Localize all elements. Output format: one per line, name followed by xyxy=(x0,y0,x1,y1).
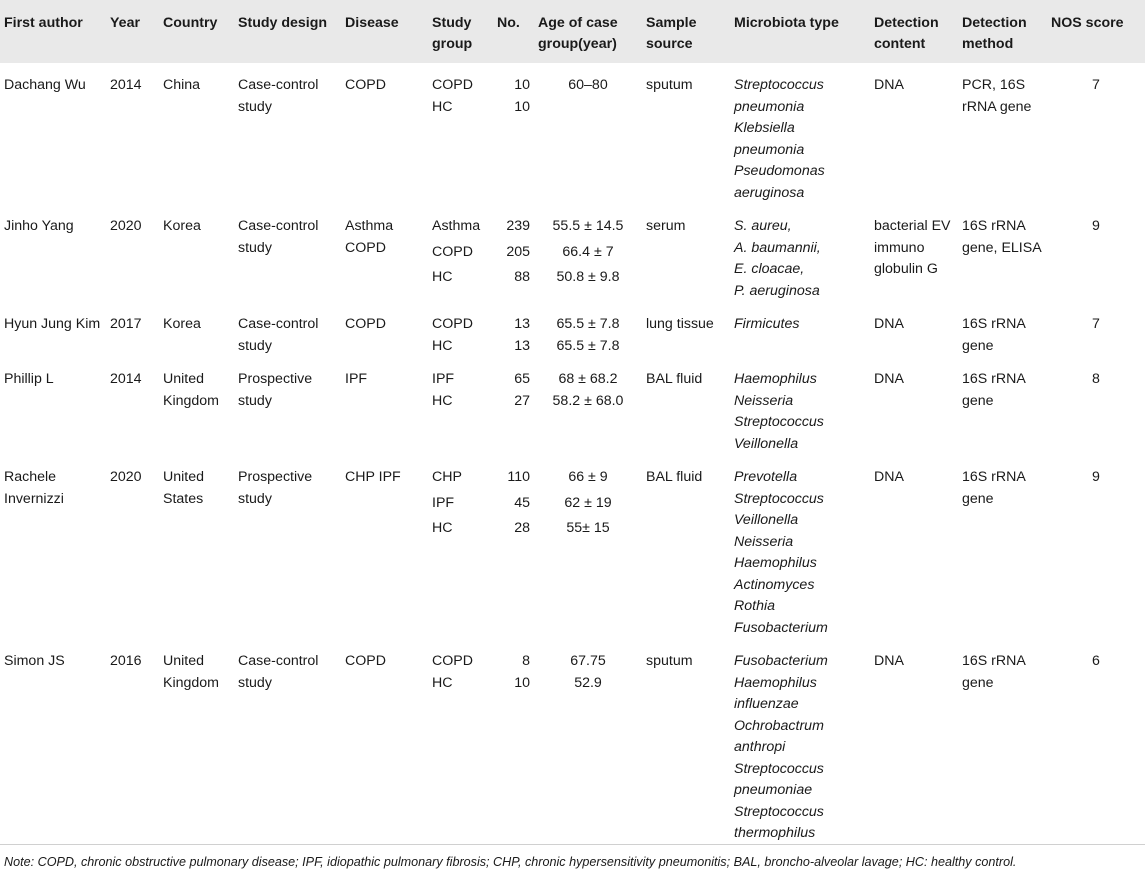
cell-author: Hyun Jung Kim xyxy=(4,316,101,332)
cell-method: 16S rRNA gene xyxy=(962,469,1026,507)
cell-method: 16S rRNA gene xyxy=(962,316,1026,354)
cell-microbiota xyxy=(730,455,870,639)
cell-microbiota-line: thermophilus xyxy=(734,825,816,841)
cell-sample: sputum xyxy=(646,653,693,669)
cell-age-line: 66 ± 9 xyxy=(568,469,608,485)
cell-microbiota-line: P. aeruginosa xyxy=(734,282,820,299)
cell-design: Prospective study xyxy=(238,469,313,507)
cell-microbiota-line: Prevotella xyxy=(734,469,798,485)
cell-microbiota-line: Haemophilus xyxy=(734,674,817,691)
cell-age xyxy=(534,302,642,357)
cell-country: United Kingdom xyxy=(163,371,219,409)
cell-country: United Kingdom xyxy=(163,653,219,691)
table-row xyxy=(0,63,1145,204)
cell-microbiota-line: Ochrobactrum xyxy=(734,717,824,734)
cell-no-line: 10 xyxy=(514,98,530,115)
cell-no-line: 45 xyxy=(514,494,530,511)
header-age: Age of case group(year) xyxy=(534,0,642,63)
cell-group-line: COPD xyxy=(432,243,473,260)
cell-disease: IPF xyxy=(345,371,368,387)
cell-group-line: IPF xyxy=(432,494,455,511)
cell-microbiota-line: E. cloacae, xyxy=(734,261,805,277)
cell-group-line: HC xyxy=(432,269,453,285)
cell-method: 16S rRNA gene, ELISA xyxy=(962,218,1042,256)
header-microbiota: Microbiota type xyxy=(730,0,870,63)
cell-no-line: 65 xyxy=(514,371,530,387)
cell-group xyxy=(428,63,493,204)
cell-no-line: 10 xyxy=(514,77,530,93)
cell-design: Prospective study xyxy=(238,371,313,409)
header-no: No. xyxy=(493,0,534,63)
cell-nos: 6 xyxy=(1092,653,1100,669)
cell-age xyxy=(534,63,642,204)
table-bottom-rule xyxy=(0,844,1145,845)
cell-group xyxy=(428,204,493,302)
cell-no xyxy=(493,455,534,639)
cell-country: Korea xyxy=(163,218,201,234)
table-row xyxy=(0,639,1145,847)
cell-sample: sputum xyxy=(646,77,693,93)
cell-microbiota-line: Rothia xyxy=(734,598,776,614)
cell-year: 2020 xyxy=(110,218,142,234)
header-nos: NOS score xyxy=(1047,0,1145,63)
cell-age xyxy=(534,357,642,455)
cell-group-line: COPD xyxy=(432,653,473,669)
cell-year: 2014 xyxy=(110,77,142,93)
header-study-design: Study design xyxy=(234,0,341,63)
cell-sample: lung tissue xyxy=(646,316,714,332)
cell-microbiota-line: Haemophilus xyxy=(734,555,817,571)
cell-no-line: 27 xyxy=(514,392,530,409)
cell-group-line: COPD xyxy=(432,316,473,332)
cell-nos: 9 xyxy=(1092,218,1100,234)
cell-no-line: 28 xyxy=(514,520,530,536)
cell-age xyxy=(534,455,642,639)
cell-microbiota-line: Streptococcus xyxy=(734,490,824,507)
cell-microbiota-line: A. baumannii, xyxy=(734,239,821,256)
header-disease: Disease xyxy=(341,0,428,63)
cell-microbiota-line: Firmicutes xyxy=(734,316,800,332)
cell-microbiota xyxy=(730,639,870,847)
cell-group-line: COPD xyxy=(432,77,473,93)
cell-age-line: 55.5 ± 14.5 xyxy=(552,218,624,234)
cell-sample: BAL fluid xyxy=(646,469,703,485)
cell-author: Rachele Invernizzi xyxy=(4,469,64,507)
cell-sample: serum xyxy=(646,218,686,234)
cell-no-line: 110 xyxy=(507,469,530,485)
cell-microbiota-line: Streptococcus xyxy=(734,414,824,430)
cell-method: 16S rRNA gene xyxy=(962,371,1026,409)
cell-microbiota xyxy=(730,302,870,357)
cell-disease: CHP IPF xyxy=(345,469,401,485)
cell-content: bacterial EV immuno globulin G xyxy=(874,218,951,277)
header-first-author: First author xyxy=(0,0,106,63)
cell-group-line: HC xyxy=(432,392,453,409)
cell-disease: COPD xyxy=(345,653,386,669)
cell-microbiota-line: Fusobacterium xyxy=(734,619,828,636)
cell-disease: Asthma COPD xyxy=(345,218,394,256)
cell-nos: 7 xyxy=(1092,77,1100,93)
cell-age-line: 67.75 xyxy=(570,653,606,669)
header-country: Country xyxy=(159,0,234,63)
cell-content: DNA xyxy=(874,316,904,332)
cell-group xyxy=(428,302,493,357)
cell-microbiota-line: anthropi xyxy=(734,739,786,755)
cell-group-line: IPF xyxy=(432,371,455,387)
cell-method: PCR, 16S rRNA gene xyxy=(962,77,1032,115)
cell-age-line: 68 ± 68.2 xyxy=(558,371,618,387)
cell-design: Case-control study xyxy=(238,77,319,115)
cell-group-line: HC xyxy=(432,337,453,354)
table-note: Note: COPD, chronic obstructive pulmonary disease; IPF, idiopathic pulmonary fibrosis; CHP, chronic hypersensitivity pneumonitis; BAL, broncho-alveolar lavage; HC: healthy control. xyxy=(4,855,1017,869)
cell-microbiota-line: pneumoniae xyxy=(734,782,813,798)
cell-age xyxy=(534,204,642,302)
cell-author: Jinho Yang xyxy=(4,218,74,234)
cell-age xyxy=(534,639,642,847)
cell-no xyxy=(493,357,534,455)
cell-group-line: HC xyxy=(432,520,453,536)
header-detection-content: Detection content xyxy=(870,0,958,63)
cell-no-line: 205 xyxy=(506,243,530,260)
cell-author: Simon JS xyxy=(4,653,65,669)
cell-no xyxy=(493,639,534,847)
cell-group-line: HC xyxy=(432,674,453,691)
header-sample-source: Sample source xyxy=(642,0,730,63)
cell-microbiota-line: Neisseria xyxy=(734,392,794,409)
cell-year: 2014 xyxy=(110,371,142,387)
cell-age-line: 60–80 xyxy=(568,77,608,93)
cell-content: DNA xyxy=(874,371,904,387)
cell-no-line: 88 xyxy=(514,269,530,285)
table-row xyxy=(0,302,1145,357)
cell-age-line: 52.9 xyxy=(574,674,602,691)
table-row xyxy=(0,455,1145,639)
cell-design: Case-control study xyxy=(238,653,319,691)
cell-microbiota-line: Haemophilus xyxy=(734,371,817,387)
cell-disease: COPD xyxy=(345,77,386,93)
cell-content: DNA xyxy=(874,653,904,669)
cell-author: Dachang Wu xyxy=(4,77,86,93)
cell-microbiota xyxy=(730,204,870,302)
header-study-group: Study group xyxy=(428,0,493,63)
cell-content: DNA xyxy=(874,469,904,485)
cell-group-line: HC xyxy=(432,98,453,115)
cell-microbiota-line: S. aureu, xyxy=(734,218,792,234)
table-row xyxy=(0,357,1145,455)
cell-age-line: 66.4 ± 7 xyxy=(562,243,614,260)
cell-age-line: 65.5 ± 7.8 xyxy=(556,316,620,332)
cell-age-line: 50.8 ± 9.8 xyxy=(556,269,620,285)
cell-no-line: 13 xyxy=(514,316,530,332)
cell-no-line: 239 xyxy=(506,218,530,234)
cell-country: United States xyxy=(163,469,205,507)
cell-country: China xyxy=(163,77,201,93)
cell-design: Case-control study xyxy=(238,316,319,354)
cell-disease: COPD xyxy=(345,316,386,332)
cell-microbiota-line: Streptococcus xyxy=(734,803,824,820)
cell-year: 2016 xyxy=(110,653,142,669)
cell-microbiota-line: Veillonella xyxy=(734,512,799,528)
cell-no-line: 10 xyxy=(514,674,530,691)
cell-microbiota xyxy=(730,63,870,204)
cell-method: 16S rRNA gene xyxy=(962,653,1026,691)
cell-nos: 7 xyxy=(1092,316,1100,332)
cell-nos: 8 xyxy=(1092,371,1100,387)
cell-group xyxy=(428,639,493,847)
cell-year: 2017 xyxy=(110,316,142,332)
table-header xyxy=(0,0,1145,63)
cell-sample: BAL fluid xyxy=(646,371,703,387)
cell-year: 2020 xyxy=(110,469,142,485)
cell-microbiota xyxy=(730,357,870,455)
cell-no-line: 8 xyxy=(522,653,530,669)
cell-microbiota-line: Streptococcus xyxy=(734,77,824,93)
cell-microbiota-line: pneumonia xyxy=(734,141,805,158)
cell-content: DNA xyxy=(874,77,904,93)
cell-age-line: 55± 15 xyxy=(566,520,610,536)
cell-no xyxy=(493,63,534,204)
cell-microbiota-line: Klebsiella xyxy=(734,120,795,136)
cell-age-line: 62 ± 19 xyxy=(564,494,612,511)
cell-no xyxy=(493,302,534,357)
cell-no-line: 13 xyxy=(514,337,530,354)
cell-microbiota-line: pneumonia xyxy=(734,98,805,115)
cell-author: Phillip L xyxy=(4,371,54,387)
cell-microbiota-line: Neisseria xyxy=(734,533,794,550)
header-detection-method: Detection method xyxy=(958,0,1047,63)
cell-microbiota-line: Fusobacterium xyxy=(734,653,828,669)
cell-no xyxy=(493,204,534,302)
cell-group xyxy=(428,357,493,455)
table-row xyxy=(0,204,1145,302)
cell-microbiota-line: Veillonella xyxy=(734,435,799,452)
cell-group-line: Asthma xyxy=(432,218,481,234)
cell-group-line: CHP xyxy=(432,469,462,485)
cell-microbiota-line: influenzae xyxy=(734,696,799,712)
cell-age-line: 65.5 ± 7.8 xyxy=(556,337,620,354)
cell-design: Case-control study xyxy=(238,218,319,256)
cell-country: Korea xyxy=(163,316,201,332)
cell-age-line: 58.2 ± 68.0 xyxy=(552,392,624,409)
cell-microbiota-line: Streptococcus xyxy=(734,760,824,777)
header-year: Year xyxy=(106,0,159,63)
cell-nos: 9 xyxy=(1092,469,1100,485)
cell-microbiota-line: aeruginosa xyxy=(734,184,805,201)
table-body xyxy=(0,63,1145,847)
cell-microbiota-line: Actinomyces xyxy=(734,576,815,593)
cell-group xyxy=(428,455,493,639)
cell-microbiota-line: Pseudomonas xyxy=(734,163,825,179)
